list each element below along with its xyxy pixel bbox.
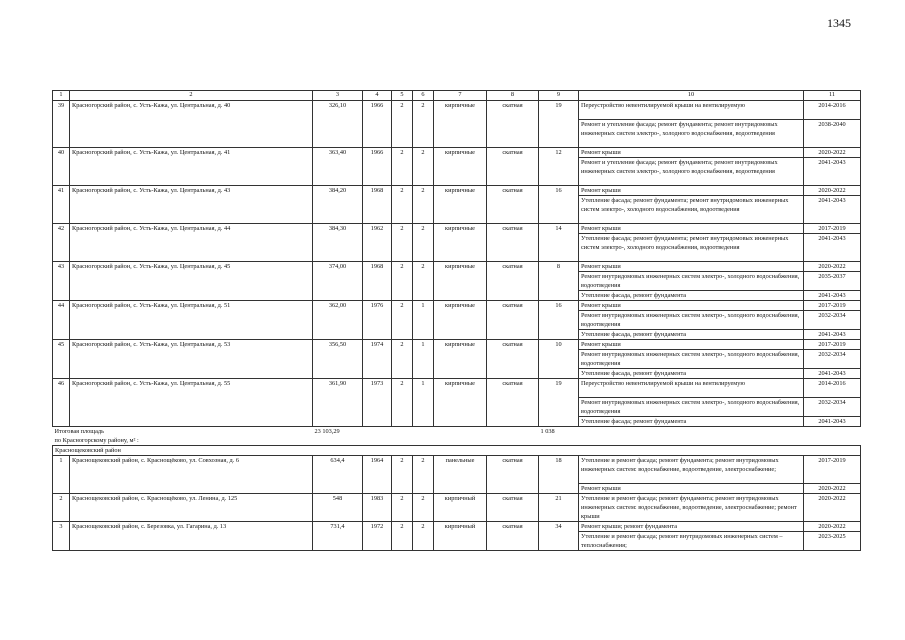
row-number: 42 [53, 224, 70, 262]
work-description-cell: Ремонт внутридомовых инженерных систем электро-, холодного водоснабжения, водоотведения [579, 272, 804, 291]
entrances-cell: 1 [413, 379, 434, 427]
year-cell: 1973 [363, 379, 392, 427]
address-cell: Краснощековский район, с. Краснощёково, ул. Ленина, д. 125 [70, 494, 313, 522]
work-period-cell: 2041-2043 [804, 234, 861, 262]
wall-material-cell: кирпичные [434, 224, 487, 262]
row-number: 40 [53, 148, 70, 186]
count-cell: 18 [539, 456, 579, 494]
floors-cell: 2 [392, 456, 413, 494]
table-row [53, 186, 861, 196]
area-cell: 634,4 [313, 456, 363, 494]
work-description-cell: Утепление фасада, ремонт фундамента [579, 330, 804, 340]
year-cell: 1976 [363, 301, 392, 340]
floors-cell: 2 [392, 186, 413, 224]
column-number: 3 [313, 91, 363, 101]
column-number: 5 [392, 91, 413, 101]
row-number: 41 [53, 186, 70, 224]
work-description-cell: Утепление и ремонт фасада; ремонт фундамента; ремонт внутридомовых инженерных систем: водоснабжение, водоотведение, электроснабжение; ремонт крыши [579, 494, 804, 522]
area-cell: 384,20 [313, 186, 363, 224]
total-label-line: Итоговая площадь [54, 428, 104, 435]
year-cell: 1964 [363, 456, 392, 494]
table-row [53, 101, 861, 120]
work-period-cell: 2041-2043 [804, 417, 861, 427]
count-cell: 8 [539, 262, 579, 301]
roof-type-cell: скатная [487, 379, 539, 427]
entrances-cell: 1 [413, 301, 434, 340]
floors-cell: 2 [392, 494, 413, 522]
total-spacer [579, 427, 861, 446]
work-period-cell: 2017-2019 [804, 301, 861, 311]
column-number: 7 [434, 91, 487, 101]
row-number: 46 [53, 379, 70, 427]
work-description-cell: Ремонт внутридомовых инженерных систем электро-, холодного водоснабжения, водоотведения [579, 350, 804, 369]
total-label-cell [53, 427, 313, 446]
table-row [53, 522, 861, 532]
work-period-cell: 2020-2022 [804, 186, 861, 196]
table-row [53, 301, 861, 311]
total-row [53, 427, 861, 446]
count-cell: 19 [539, 101, 579, 148]
work-description-cell: Ремонт крыши; ремонт фундамента [579, 522, 804, 532]
row-number: 44 [53, 301, 70, 340]
roof-type-cell: скатная [487, 494, 539, 522]
address-cell: Красногорский район, с. Усть-Кажа, ул. Центральная, д. 45 [70, 262, 313, 301]
floors-cell: 2 [392, 101, 413, 148]
year-cell: 1966 [363, 148, 392, 186]
work-period-cell: 2020-2022 [804, 262, 861, 272]
total-label-line: по Красногорскому району, м² : [54, 437, 139, 444]
work-period-cell: 2023-2025 [804, 532, 861, 551]
table-row [53, 340, 861, 350]
work-description-cell: Утепление фасада; ремонт фундамента; ремонт внутридомовых инженерных систем электро-, холодного водоснабжения, водоотведения [579, 234, 804, 262]
column-number: 11 [804, 91, 861, 101]
column-number: 8 [487, 91, 539, 101]
work-description-cell: Утепление фасада, ремонт фундамента [579, 291, 804, 301]
count-cell: 14 [539, 224, 579, 262]
work-period-cell: 2041-2043 [804, 291, 861, 301]
count-cell: 19 [539, 379, 579, 427]
table-body [53, 91, 861, 551]
column-number: 9 [539, 91, 579, 101]
work-description-cell: Ремонт внутридомовых инженерных систем электро-, холодного водоснабжения, водоотведения [579, 311, 804, 330]
section-title: Краснощековский район [53, 446, 861, 456]
area-cell: 361,90 [313, 379, 363, 427]
work-description-cell: Ремонт крыши [579, 301, 804, 311]
entrances-cell: 2 [413, 186, 434, 224]
column-number: 10 [579, 91, 804, 101]
work-description-cell: Ремонт крыши [579, 262, 804, 272]
page-number: 1345 [827, 16, 851, 30]
work-description-cell: Ремонт внутридомовых инженерных систем электро-, холодного водоснабжения, водоотведения [579, 398, 804, 417]
work-period-cell: 2038-2040 [804, 120, 861, 148]
wall-material-cell: кирпичные [434, 186, 487, 224]
row-number: 3 [53, 522, 70, 551]
year-cell: 1983 [363, 494, 392, 522]
address-cell: Краснощековский район, с. Краснощёково, ул. Совхозная, д. 6 [70, 456, 313, 494]
area-cell: 731,4 [313, 522, 363, 551]
entrances-cell: 2 [413, 262, 434, 301]
area-cell: 356,50 [313, 340, 363, 379]
floors-cell: 2 [392, 522, 413, 551]
floors-cell: 2 [392, 340, 413, 379]
year-cell: 1972 [363, 522, 392, 551]
table-row [53, 494, 861, 522]
area-cell: 384,30 [313, 224, 363, 262]
wall-material-cell: кирпичные [434, 379, 487, 427]
entrances-cell: 2 [413, 148, 434, 186]
work-period-cell: 2020-2022 [804, 522, 861, 532]
count-cell: 16 [539, 301, 579, 340]
row-number: 2 [53, 494, 70, 522]
count-cell: 21 [539, 494, 579, 522]
table-row [53, 456, 861, 484]
roof-type-cell: скатная [487, 340, 539, 379]
work-description-cell: Утепление фасада, ремонт фундамента [579, 369, 804, 379]
work-description-cell: Ремонт крыши [579, 340, 804, 350]
floors-cell: 2 [392, 224, 413, 262]
floors-cell: 2 [392, 379, 413, 427]
address-cell: Красногорский район, с. Усть-Кажа, ул. Центральная, д. 43 [70, 186, 313, 224]
floors-cell: 2 [392, 148, 413, 186]
entrances-cell: 2 [413, 456, 434, 494]
row-number: 39 [53, 101, 70, 148]
area-cell: 548 [313, 494, 363, 522]
work-period-cell: 2020-2022 [804, 484, 861, 494]
work-description-cell: Утепление и ремонт фасада; ремонт внутридомовых инженерных систем – теплоснабжения; [579, 532, 804, 551]
entrances-cell: 2 [413, 522, 434, 551]
count-cell: 10 [539, 340, 579, 379]
work-description-cell: Утепление фасада; ремонт фундамента; ремонт внутридомовых инженерных систем электро-, холодного водоснабжения, водоотведения [579, 196, 804, 224]
total-count-cell: 1 038 [540, 428, 555, 435]
work-period-cell: 2032-2034 [804, 350, 861, 369]
wall-material-cell: кирпичные [434, 148, 487, 186]
table-row [53, 379, 861, 398]
capital-repair-table [52, 90, 861, 551]
year-cell: 1974 [363, 340, 392, 379]
wall-material-cell: кирпичные [434, 262, 487, 301]
roof-type-cell: скатная [487, 224, 539, 262]
column-number: 4 [363, 91, 392, 101]
work-description-cell: Ремонт и утепление фасада; ремонт фундамента; ремонт внутридомовых инженерных систем электро-, холодного водоснабжения, водоотведения [579, 120, 804, 148]
work-period-cell: 2020-2022 [804, 494, 861, 522]
entrances-cell: 2 [413, 494, 434, 522]
row-number: 45 [53, 340, 70, 379]
work-description-cell: Ремонт крыши [579, 148, 804, 158]
work-period-cell: 2017-2019 [804, 340, 861, 350]
wall-material-cell: кирпичные [434, 101, 487, 148]
address-cell: Краснощековский район, с. Березовка, ул. Гагарина, д. 13 [70, 522, 313, 551]
wall-material-cell: кирпичный [434, 522, 487, 551]
floors-cell: 2 [392, 301, 413, 340]
roof-type-cell: скатная [487, 301, 539, 340]
area-cell: 362,00 [313, 301, 363, 340]
work-period-cell: 2017-2019 [804, 224, 861, 234]
count-cell: 16 [539, 186, 579, 224]
address-cell: Красногорский район, с. Усть-Кажа, ул. Центральная, д. 51 [70, 301, 313, 340]
work-description-cell: Ремонт крыши [579, 186, 804, 196]
count-cell: 34 [539, 522, 579, 551]
year-cell: 1968 [363, 186, 392, 224]
column-number: 2 [70, 91, 313, 101]
work-period-cell: 2032-2034 [804, 398, 861, 417]
work-period-cell: 2017-2019 [804, 456, 861, 484]
year-cell: 1966 [363, 101, 392, 148]
address-cell: Красногорский район, с. Усть-Кажа, ул. Центральная, д. 41 [70, 148, 313, 186]
work-period-cell: 2041-2043 [804, 369, 861, 379]
work-description-cell: Ремонт крыши [579, 484, 804, 494]
table-row [53, 262, 861, 272]
roof-type-cell: скатная [487, 456, 539, 494]
row-number: 43 [53, 262, 70, 301]
work-period-cell: 2041-2043 [804, 196, 861, 224]
work-description-cell: Переустройство невентилируемой крыши на вентилируемую [579, 101, 804, 120]
wall-material-cell: кирпичные [434, 301, 487, 340]
table-row [53, 148, 861, 158]
column-number: 1 [53, 91, 70, 101]
roof-type-cell: скатная [487, 522, 539, 551]
work-period-cell: 2032-2034 [804, 311, 861, 330]
year-cell: 1962 [363, 224, 392, 262]
work-description-cell: Утепление фасада; ремонт фундамента [579, 417, 804, 427]
address-cell: Красногорский район, с. Усть-Кажа, ул. Центральная, д. 53 [70, 340, 313, 379]
area-cell: 326,10 [313, 101, 363, 148]
work-period-cell: 2014-2016 [804, 101, 861, 120]
row-number: 1 [53, 456, 70, 494]
wall-material-cell: панельные [434, 456, 487, 494]
wall-material-cell: кирпичный [434, 494, 487, 522]
roof-type-cell: скатная [487, 262, 539, 301]
floors-cell: 2 [392, 262, 413, 301]
roof-type-cell: скатная [487, 148, 539, 186]
entrances-cell: 1 [413, 340, 434, 379]
work-description-cell: Ремонт крыши [579, 224, 804, 234]
work-description-cell: Ремонт и утепление фасада; ремонт фундамента; ремонт внутридомовых инженерных систем электро-, холодного водоснабжения, водоотведения [579, 158, 804, 186]
work-period-cell: 2041-2043 [804, 330, 861, 340]
work-period-cell: 2020-2022 [804, 148, 861, 158]
total-spacer [363, 427, 539, 446]
column-number: 6 [413, 91, 434, 101]
address-cell: Красногорский район, с. Усть-Кажа, ул. Центральная, д. 40 [70, 101, 313, 148]
work-description-cell: Утепление и ремонт фасада; ремонт фундамента; ремонт внутридомовых инженерных систем: водоснабжение, водоотведение, электроснабжение; [579, 456, 804, 484]
entrances-cell: 2 [413, 224, 434, 262]
section-row [53, 446, 861, 456]
year-cell: 1968 [363, 262, 392, 301]
work-period-cell: 2014-2016 [804, 379, 861, 398]
column-number-row [53, 91, 861, 101]
address-cell: Красногорский район, с. Усть-Кажа, ул. Центральная, д. 55 [70, 379, 313, 427]
address-cell: Красногорский район, с. Усть-Кажа, ул. Центральная, д. 44 [70, 224, 313, 262]
entrances-cell: 2 [413, 101, 434, 148]
work-description-cell: Переустройство невентилируемой крыши на вентилируемую [579, 379, 804, 398]
table-row [53, 224, 861, 234]
roof-type-cell: скатная [487, 186, 539, 224]
total-area-cell: 23 103,29 [314, 428, 340, 435]
work-period-cell: 2041-2043 [804, 158, 861, 186]
area-cell: 374,00 [313, 262, 363, 301]
wall-material-cell: кирпичные [434, 340, 487, 379]
count-cell: 12 [539, 148, 579, 186]
area-cell: 363,40 [313, 148, 363, 186]
roof-type-cell: скатная [487, 101, 539, 148]
work-period-cell: 2035-2037 [804, 272, 861, 291]
